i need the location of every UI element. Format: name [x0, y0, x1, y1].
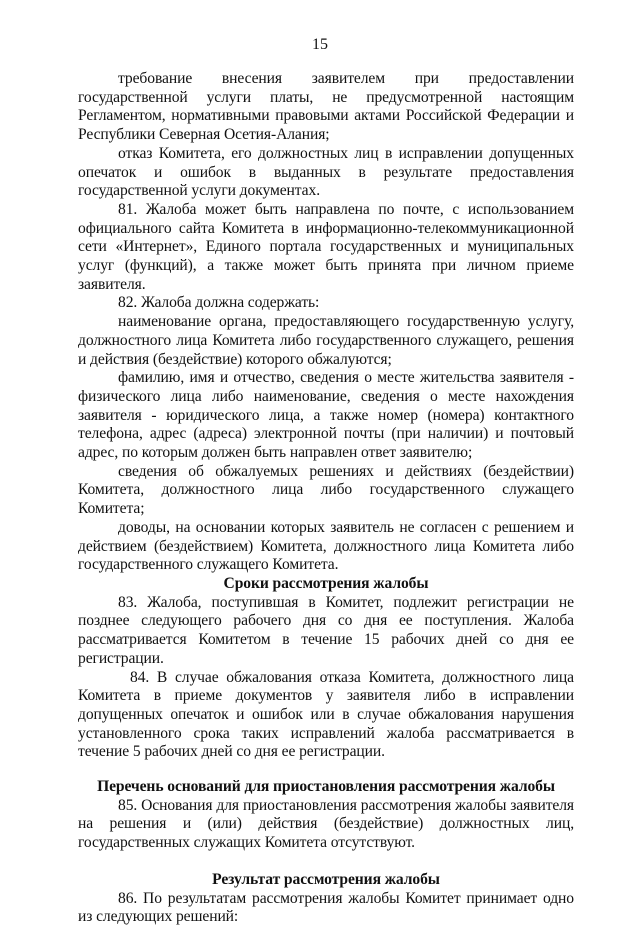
paragraph-authority-name: наименование органа, предоставляющего государственную услугу, должностного лица Комитета либо государственного служащего, решения и действия (бездействие) которого обжалуются;	[78, 313, 574, 368]
paragraph-86: 86. По результатам рассмотрения жалобы Комитет принимает одно из следующих решений:	[78, 889, 574, 926]
heading-review-terms: Сроки рассмотрения жалобы	[223, 574, 429, 592]
heading-review-result: Результат рассмотрения жалобы	[212, 870, 440, 888]
heading-suspension-grounds: Перечень оснований для приостановления рассмотрения жалобы	[97, 778, 555, 796]
paragraph-85: 85. Основания для приостановления рассмотрения жалобы заявителя на решения и (или) действия (бездействие) должностных лиц, государственных служащих Комитета отсутствуют.	[78, 796, 574, 852]
paragraph-81: 81. Жалоба может быть направлена по почте, с использованием официального сайта Комитета в информационно-телекоммуникационной сети «Интернет», Единого портала государственных и муниципальных услуг (функций), а также может быть принята при личном приеме заявителя.	[78, 200, 574, 293]
paragraph-correction-refusal: отказ Комитета, его должностных лиц в исправлении допущенных опечаток и ошибок в выданных в результате предоставления государственной услуги документах.	[78, 144, 574, 200]
paragraph-83: 83. Жалоба, поступившая в Комитет, подлежит регистрации не позднее следующего рабочего дня со дня ее поступления. Жалоба рассматривается Комитетом в течение 15 рабочих дней со дня ее регистрации.	[78, 593, 574, 667]
page-number: 15	[312, 36, 328, 53]
paragraph-fee-requirement: требование внесения заявителем при предоставлении государственной услуги платы, не предусмотренной настоящим Регламентом, нормативными правовыми актами Российской Федерации и Республики Северная Осетия-Алания;	[78, 70, 574, 144]
paragraph-appealed-decisions: сведения об обжалуемых решениях и действиях (бездействии) Комитета, должностного лица либо государственного служащего Комитета;	[78, 462, 574, 518]
paragraph-arguments: доводы, на основании которых заявитель не согласен с решением и действием (бездействием) Комитета, должностного лица Комитета либо государственного служащего Комитета.	[78, 518, 574, 574]
paragraph-84: 84. В случае обжалования отказа Комитета, должностного лица Комитета в приеме документов у заявителя либо в исправлении допущенных опечаток и ошибок или в случае обжалования нарушения установленного срока таких исправлений жалоба рассматривается в течение 5 рабочих дней со дня ее регистрации.	[78, 668, 574, 761]
paragraph-applicant-details: фамилию, имя и отчество, сведения о месте жительства заявителя - физического лица либо наименование, сведения о месте нахождения заявителя - юридического лица, а также номер (номера) контактного телефона, адрес (адреса) электронной почты (при наличии) и почтовый адрес, по которым должен быть направлен ответ заявителю;	[78, 369, 574, 462]
document-body	[78, 70, 574, 927]
paragraph-82: 82. Жалоба должна содержать:	[118, 294, 320, 312]
